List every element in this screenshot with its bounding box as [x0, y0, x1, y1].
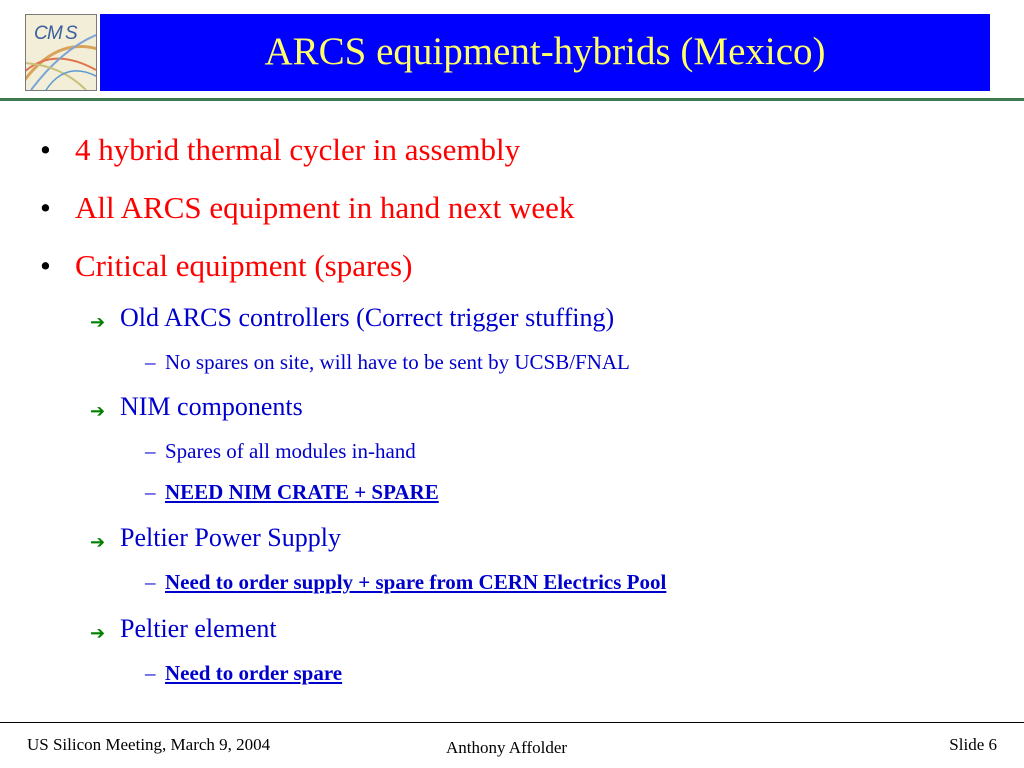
slide-title: ARCS equipment-hybrids (Mexico) — [264, 30, 826, 73]
sub-sub-bullet-text: No spares on site, will have to be sent by UCSB/FNAL — [165, 350, 630, 374]
sub-sub-bullet-text-emphasized: Need to order supply + spare from CERN Electrics Pool — [165, 570, 667, 594]
svg-text:M: M — [47, 23, 63, 44]
sub-sub-bullet-text-emphasized: NEED NIM CRATE + SPARE — [165, 480, 439, 504]
sub-bullet-text: Old ARCS controllers (Correct trigger stuffing) — [120, 303, 615, 332]
footer-meeting: US Silicon Meeting, March 9, 2004 — [27, 735, 271, 754]
dash-marker: – — [145, 661, 156, 685]
sub-bullet-text: Peltier Power Supply — [120, 523, 341, 552]
arrow-icon: ➔ — [90, 532, 106, 552]
arrow-icon: ➔ — [90, 401, 106, 421]
svg-text:S: S — [65, 23, 78, 44]
bullet-text: Critical equipment (spares) — [75, 248, 413, 283]
arrow-icon: ➔ — [90, 623, 106, 643]
bullet-text: All ARCS equipment in hand next week — [75, 190, 575, 225]
dash-marker: – — [145, 439, 156, 463]
bullet-text: 4 hybrid thermal cycler in assembly — [75, 132, 521, 167]
footer-divider — [0, 722, 1024, 723]
dash-marker: – — [145, 480, 156, 504]
sub-bullet-text: NIM components — [120, 392, 303, 421]
dash-marker: – — [145, 350, 156, 374]
bullet-marker: • — [40, 248, 51, 283]
bullet-marker: • — [40, 190, 51, 225]
sub-bullet-text: Peltier element — [120, 614, 277, 643]
bullet-marker: • — [40, 132, 51, 167]
dash-marker: – — [145, 570, 156, 594]
footer-slide-number: Slide 6 — [949, 735, 997, 754]
svg-text:C: C — [34, 23, 48, 44]
footer-author: Anthony Affolder — [446, 738, 568, 757]
sub-sub-bullet-text-emphasized: Need to order spare — [165, 661, 343, 685]
sub-sub-bullet-text: Spares of all modules in-hand — [165, 439, 416, 463]
arrow-icon: ➔ — [90, 312, 106, 332]
